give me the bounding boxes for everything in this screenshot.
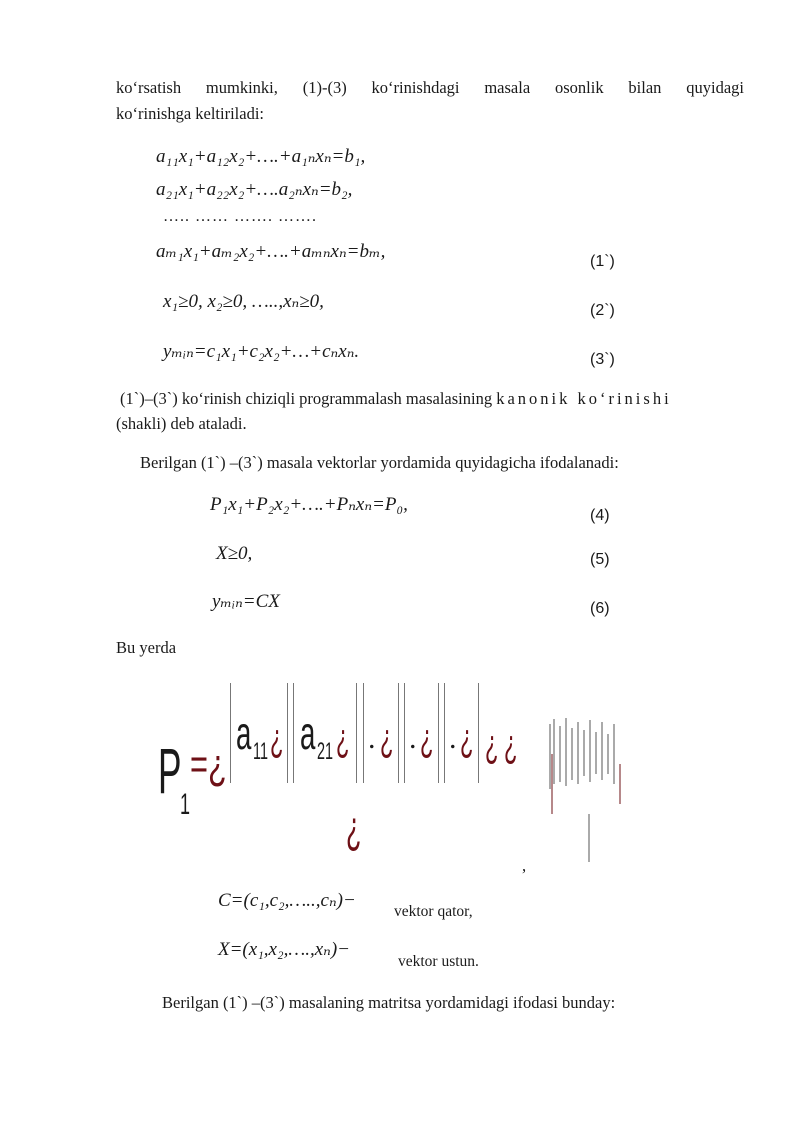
- p1-garble-6: ¿: [485, 722, 499, 766]
- bu-yerda-label: Bu yerda: [116, 638, 177, 657]
- equation-3: yₘᵢₙ=c₁x₁+c₂x₂+…+cₙxₙ.: [163, 341, 360, 362]
- paren-right-3: [398, 683, 399, 783]
- equation-1-row3: aₘ₁x₁+aₘ₂x₂+….+aₘₙxₙ=bₘ,: [156, 241, 386, 262]
- paren-right-1: [287, 683, 288, 783]
- comma-after-vector: ,: [522, 856, 527, 875]
- equation-number-2: (2`): [590, 302, 615, 319]
- paragraph-intro-line2: ko‘rinishga keltiriladi:: [116, 104, 265, 123]
- p1-a11: a: [236, 707, 252, 759]
- equation-number-6: (6): [590, 600, 610, 617]
- equation-number-3: (3`): [590, 351, 615, 368]
- p1-dot-1: .: [368, 722, 376, 755]
- p1-garble-4: ¿: [420, 716, 434, 760]
- p1-dot-2: .: [409, 722, 417, 755]
- c-vector-formula: C=(c₁,c₂,…..,cₙ)−: [218, 890, 356, 911]
- equation-number-1: (1`): [590, 253, 615, 270]
- p1-subscript: 1: [180, 788, 191, 821]
- paren-left-4: [404, 683, 405, 783]
- equation-6: yₘᵢₙ=CX: [212, 591, 280, 612]
- paren-right-4: [438, 683, 439, 783]
- equation-5: X≥0,: [216, 543, 253, 564]
- equation-number-5: (5): [590, 551, 610, 568]
- p1-dot-3: .: [449, 722, 457, 755]
- equation-number-4: (4): [590, 507, 610, 524]
- paren-left-3: [363, 683, 364, 783]
- p1-garble-bottom: ¿: [346, 801, 362, 853]
- x-vector-label: vektor ustun.: [398, 953, 479, 970]
- paren-left-2: [293, 683, 294, 783]
- p1-symbol: P: [158, 735, 182, 807]
- paragraph-matrix-form: Berilgan (1`) –(3`) masalaning matritsa yordamidagi ifodasi bunday:: [162, 993, 616, 1012]
- p1-garble-3: ¿: [380, 716, 394, 760]
- p1-garble-5: ¿: [460, 716, 474, 760]
- p1-a11-subscript: 11: [253, 738, 268, 765]
- p1-garble-7: ¿: [504, 722, 518, 766]
- canonical-term: kanonik ko‘rinishi: [496, 389, 672, 408]
- equation-2: x₁≥0, x₂≥0, …..,xₙ≥0,: [163, 291, 324, 312]
- p1-garble-2: ¿: [336, 716, 350, 760]
- p1-a21: a: [300, 707, 316, 759]
- canonical-text: (1`)–(3`) ko‘rinish chiziqli programmalash masalasining: [120, 389, 497, 408]
- paragraph-intro-line1: ko‘rsatish mumkinki, (1)-(3) ko‘rinishdagi masala osonlik bilan quyidagi: [116, 78, 744, 97]
- garbled-glyph-residue: [540, 714, 630, 864]
- x-vector-formula: X=(x₁,x₂,….,xₙ)−: [218, 939, 351, 960]
- p1-garble-1: ¿: [270, 716, 284, 760]
- paragraph-canonical-line2: (shakli) deb ataladi.: [116, 414, 247, 433]
- p1-equals-garble: =¿: [190, 740, 227, 789]
- paren-right-5: [478, 683, 479, 783]
- c-vector-label: vektor qator,: [394, 903, 473, 920]
- p1-a21-subscript: 21: [317, 738, 334, 765]
- equation-1-row2: a₂₁x₁+a₂₂x₂+….a₂ₙxₙ=b₂,: [156, 179, 353, 200]
- equation-4: P₁x₁+P₂x₂+….+Pₙxₙ=P₀,: [210, 494, 408, 515]
- paren-left-1: [230, 683, 231, 783]
- paragraph-canonical-line1: [120, 389, 746, 409]
- paren-right-2: [356, 683, 357, 783]
- equation-1-dots: ….. …… ……. …….: [163, 208, 317, 225]
- paragraph-vector-form: Berilgan (1`) –(3`) masala vektorlar yordamida quyidagicha ifodalanadi:: [140, 453, 619, 472]
- paren-left-5: [444, 683, 445, 783]
- equation-1-row1: a₁₁x₁+a₁₂x₂+….+a₁ₙxₙ=b₁,: [156, 146, 366, 167]
